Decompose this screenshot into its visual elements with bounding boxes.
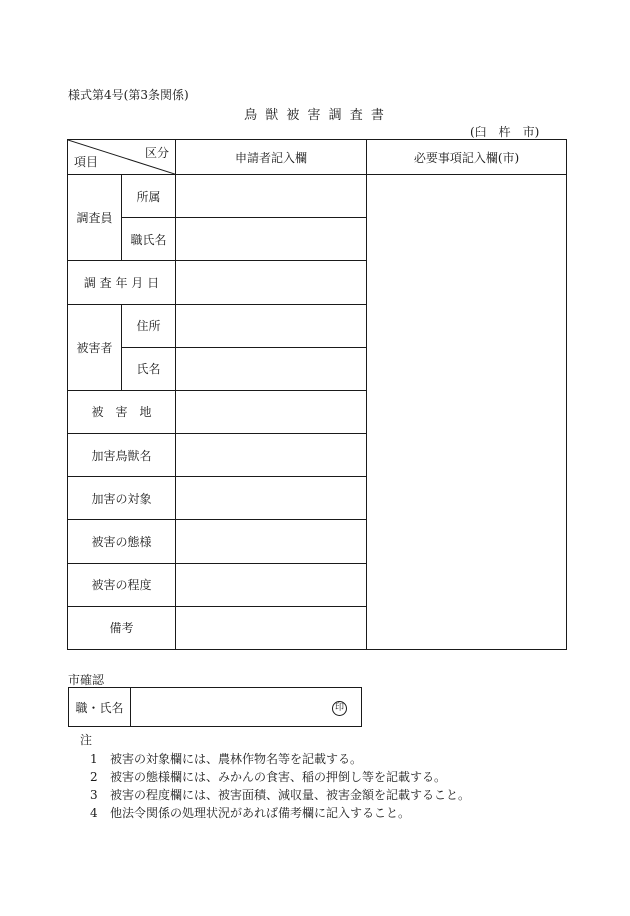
confirm-signature-cell[interactable] (131, 688, 362, 727)
note-item: 4 他法令関係の処理状況があれば備考欄に記入すること。 (90, 806, 411, 820)
header-city-column: 必要事項記入欄(市) (367, 140, 567, 175)
row-damage-degree-label: 被害の程度 (68, 563, 176, 606)
row-affiliation-label: 所属 (122, 175, 176, 218)
name-input-cell[interactable] (176, 347, 367, 390)
damage-location-input-cell[interactable] (176, 390, 367, 433)
row-damage-state-label: 被害の態様 (68, 520, 176, 563)
note-item: 2 被害の態様欄には、みかんの食害、稲の押倒し等を記載する。 (90, 770, 447, 784)
form-number-label: 様式第4号(第3条関係) (68, 88, 189, 102)
remarks-input-cell[interactable] (176, 606, 367, 649)
row-title-name-label: 職氏名 (122, 218, 176, 261)
document-title: 鳥 獣 被 害 調 査 書 (244, 108, 386, 123)
note-item: 3 被害の程度欄には、被害面積、減収量、被害金額を記載すること。 (90, 788, 471, 802)
title-name-input-cell[interactable] (176, 218, 367, 261)
row-survey-date-label: 調 査 年 月 日 (68, 261, 176, 304)
row-damage-location-label: 被 害 地 (68, 390, 176, 433)
city-entry-cell[interactable] (367, 175, 567, 650)
target-input-cell[interactable] (176, 477, 367, 520)
damage-degree-input-cell[interactable] (176, 563, 367, 606)
survey-table (67, 139, 567, 650)
damage-state-input-cell[interactable] (176, 520, 367, 563)
header-kubun: 区分 (144, 146, 169, 160)
survey-date-input-cell[interactable] (176, 261, 367, 304)
city-confirm-label: 市確認 (68, 673, 105, 687)
header-applicant-column: 申請者記入欄 (176, 140, 367, 175)
row-address-label: 住所 (122, 304, 176, 347)
affiliation-input-cell[interactable] (176, 175, 367, 218)
row-animal-name-label: 加害鳥獣名 (68, 434, 176, 477)
group-investigator: 調査員 (68, 175, 122, 261)
header-diagonal-cell (68, 140, 176, 175)
group-victim: 被害者 (68, 304, 122, 390)
header-komoku: 項目 (74, 155, 99, 170)
city-confirm-table (68, 687, 362, 727)
note-item: 1 被害の対象欄には、農林作物名等を記載する。 (90, 752, 363, 766)
city-name: (臼 杵 市) (470, 125, 540, 139)
notes-heading: 注 (80, 733, 93, 747)
row-name-label: 氏名 (122, 347, 176, 390)
row-remarks-label: 備考 (68, 606, 176, 649)
row-target-label: 加害の対象 (68, 477, 176, 520)
title-name-label: 職・氏名 (69, 688, 131, 727)
seal-icon: 印 (332, 701, 347, 716)
animal-name-input-cell[interactable] (176, 434, 367, 477)
address-input-cell[interactable] (176, 304, 367, 347)
